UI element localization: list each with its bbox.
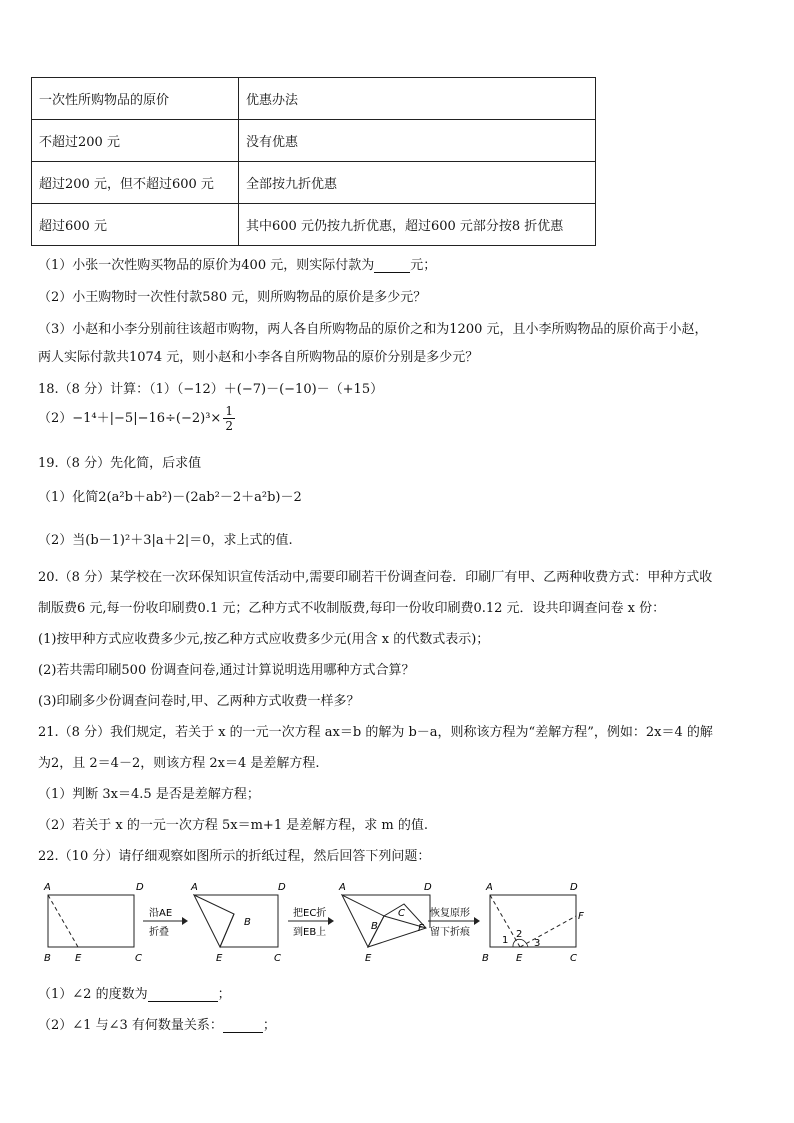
arrow-step-1 xyxy=(143,907,188,938)
q20-line1: 20.（8 分）某学校在一次环保知识宣传活动中,需要印刷若干份调查问卷．印刷厂有甲、乙两种收费方式：甲种方式收 xyxy=(38,570,713,585)
q21-line3: （1）判断 3x＝4.5 是否是差解方程； xyxy=(38,787,260,802)
table-cell: 全部按九折优惠 xyxy=(239,162,596,204)
answer-blank xyxy=(148,1001,218,1002)
arrow-label: 折叠 xyxy=(149,927,169,938)
angle-label-1: 1 xyxy=(502,935,509,946)
table-cell: 不超过200 元 xyxy=(32,120,239,162)
table-cell: 优惠办法 xyxy=(239,78,596,120)
paper-folding-figure xyxy=(38,876,598,972)
q21-line4: （2）若关于 x 的一元一次方程 5x＝m+1 是差解方程，求 m 的值. xyxy=(38,818,428,833)
point-label-f: F xyxy=(418,923,424,934)
table-cell: 其中600 元仍按九折优惠，超过600 元部分按8 折优惠 xyxy=(239,204,596,246)
arrow-label: 到EB上 xyxy=(293,927,327,938)
point-label-d: D xyxy=(136,882,144,893)
table-cell: 没有优惠 xyxy=(239,120,596,162)
arrow-label: 把EC折 xyxy=(293,908,327,919)
point-label-e: E xyxy=(216,953,223,964)
q17-part3-line1: （3）小赵和小李分别前往该超市购物，两人各自所购物品的原价之和为1200 元，且小李所购物品的原价高于小赵， xyxy=(38,322,708,337)
q22-part2: （2）∠1 与∠3 有何数量关系： ； xyxy=(38,1018,276,1033)
point-label-a: A xyxy=(44,882,51,893)
arrow-step-2 xyxy=(288,906,334,938)
point-label-c: C xyxy=(398,908,405,919)
table-cell: 一次性所购物品的原价 xyxy=(32,78,239,120)
point-label-b: B xyxy=(482,953,489,964)
point-label-e: E xyxy=(75,953,82,964)
q19-part1: （1）化简2(a²b＋ab²)－(2ab²－2＋a²b)－2 xyxy=(38,490,302,505)
point-label-d: D xyxy=(570,882,578,893)
point-label-e: E xyxy=(365,953,372,964)
point-label-b: B xyxy=(371,921,378,932)
q20-line4: (2)若共需印刷500 份调查问卷,通过计算说明选用哪种方式合算？ xyxy=(38,663,415,678)
table-row xyxy=(32,204,596,246)
point-label-c: C xyxy=(274,953,281,964)
arrow-step-3 xyxy=(428,906,480,938)
table-cell: 超过200 元，但不超过600 元 xyxy=(32,162,239,204)
q21-line2: 为2，且 2＝4－2，则该方程 2x＝4 是差解方程. xyxy=(38,756,320,771)
table-row xyxy=(32,120,596,162)
discount-table xyxy=(31,77,596,246)
q19-heading: 19.（8 分）先化简，后求值 xyxy=(38,456,202,471)
figure-panel-4 xyxy=(482,882,584,964)
point-label-d: D xyxy=(424,882,432,893)
angle-label-3: 3 xyxy=(534,938,541,949)
table-row xyxy=(32,162,596,204)
q17-part3-line2: 两人实际付款共1074 元，则小赵和小李各自所购物品的原价分别是多少元？ xyxy=(38,350,479,365)
q19-part2: （2）当(b－1)²＋3|a＋2|＝0，求上式的值. xyxy=(38,533,293,548)
q18-heading: 18.（8 分）计算：（1）（−12）＋(−7)－(−10)－（+15） xyxy=(38,382,384,397)
arrow-label: 留下折痕 xyxy=(430,927,470,938)
point-label-d: D xyxy=(278,882,286,893)
angle-label-2: 2 xyxy=(516,929,523,940)
point-label-c: C xyxy=(135,953,142,964)
answer-blank xyxy=(223,1032,263,1033)
table-row xyxy=(32,78,596,120)
figure-panel-3 xyxy=(338,882,432,964)
q18-part2: （2）−1⁴＋|−5|−16÷(−2)³× $\frac{1}{2}$ xyxy=(38,404,233,433)
point-label-b: B xyxy=(44,953,51,964)
point-label-b: B xyxy=(244,917,251,928)
point-label-a: A xyxy=(339,882,346,893)
figure-panel-1 xyxy=(43,882,144,964)
answer-blank xyxy=(374,272,410,273)
q22-part1: （1）∠2 的度数为 ； xyxy=(38,987,231,1002)
point-label-e: E xyxy=(516,953,523,964)
q20-line5: (3)印刷多少份调查问卷时,甲、乙两种方式收费一样多？ xyxy=(38,694,360,709)
fraction: $\frac{1}{2}$ xyxy=(225,404,233,433)
point-label-c: C xyxy=(570,953,577,964)
point-label-f: F xyxy=(578,911,584,922)
q21-line1: 21.（8 分）我们规定，若关于 x 的一元一次方程 ax＝b 的解为 b－a，则称该方程为“差解方程”，例如：2x＝4 的解 xyxy=(38,725,713,740)
arrow-label: 恢复原形 xyxy=(430,908,470,919)
q20-line3: (1)按甲种方式应收费多少元,按乙种方式应收费多少元(用含 x 的代数式表示)； xyxy=(38,632,490,647)
q20-line2: 制版费6 元,每一份收印刷费0.1 元；乙种方式不收制版费,每印一份收印刷费0.12 元．设共印调查问卷 x 份： xyxy=(38,601,666,616)
point-label-a: A xyxy=(486,882,493,893)
q22-heading: 22.（10 分）请仔细观察如图所示的折纸过程，然后回答下列问题： xyxy=(38,849,431,864)
q17-part2: （2）小王购物时一次性付款580 元，则所购物品的原价是多少元？ xyxy=(38,290,427,305)
q17-part1: （1）小张一次性购买物品的原价为400 元，则实际付款为 元； xyxy=(38,258,437,273)
figure-panel-2 xyxy=(190,882,286,964)
point-label-a: A xyxy=(191,882,198,893)
arrow-label: 沿AE xyxy=(149,908,173,919)
table-cell: 超过600 元 xyxy=(32,204,239,246)
